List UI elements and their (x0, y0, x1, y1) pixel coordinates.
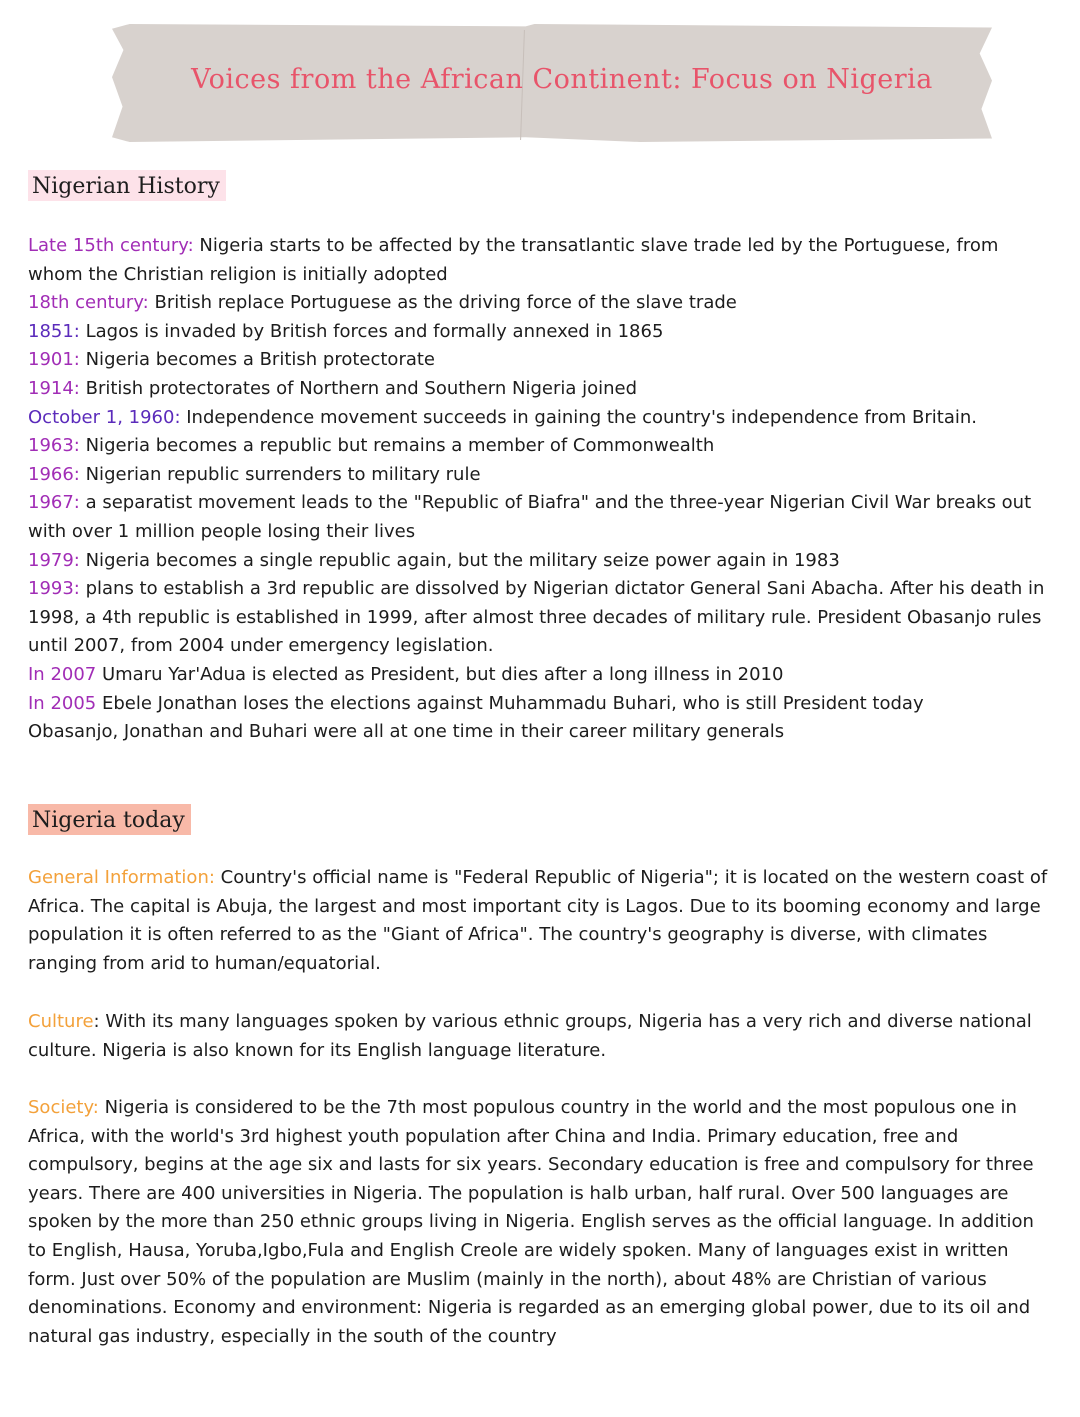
timeline-entry (28, 575, 1048, 661)
heading-nigerian-history: Nigerian History (28, 170, 226, 201)
timeline-entry (28, 690, 1048, 719)
section-label: Culture (28, 1011, 94, 1032)
timeline-entry (28, 232, 1048, 289)
timeline-text: Nigeria becomes a single republic again, but the military seize power again in 1983 (79, 549, 840, 571)
timeline-date: 1851: (28, 320, 80, 342)
timeline-text: Umaru Yar'Adua is elected as President, but dies after a long illness in 2010 (96, 663, 784, 685)
timeline-date: In 2005 (28, 692, 97, 714)
timeline-date: October 1, 1960: (28, 406, 181, 428)
timeline-text: Nigeria becomes a British protectorate (79, 349, 436, 371)
timeline-date: 1966: (28, 463, 80, 485)
timeline-text: Nigeria starts to be affected by the transatlantic slave trade led by the Portuguese, from whom the Christian religion is initially adopted (28, 235, 999, 285)
timeline-date: 18th century: (28, 292, 149, 314)
timeline-entry (28, 432, 1048, 461)
timeline-entry (28, 489, 1048, 546)
timeline-entry (28, 461, 1048, 490)
timeline-date: 1914: (28, 377, 80, 399)
section-text: Country's official name is "Federal Republic of Nigeria"; it is located on the western coast of Africa. The capital is Abuja, the largest and most important city is Lagos. Due to its booming economy and large population it is often referred to as the "Giant of Africa". The country's geography is diverse, with climates ranging from arid to human/equatorial. (28, 867, 1048, 974)
timeline-text: Nigerian republic surrenders to military rule (79, 463, 481, 485)
heading-nigeria-today: Nigeria today (28, 804, 191, 835)
timeline-entry (28, 346, 1048, 375)
history-timeline (28, 232, 1048, 747)
timeline-text: a separatist movement leads to the "Republic of Biafra" and the three-year Nigerian Civil War breaks out with over 1 million people losing their lives (28, 492, 1032, 542)
general-information-paragraph (28, 864, 1050, 978)
timeline-date: 1967: (28, 492, 80, 514)
timeline-entry (28, 547, 1048, 576)
timeline-date: 1963: (28, 435, 80, 457)
timeline-entry (28, 718, 1048, 747)
section-text: Nigeria is considered to be the 7th most populous country in the world and the most populous one in Africa, with the world's 3rd highest youth population after China and India. Primary education, free and compulsory, begins at the age six and lasts for six years. Secondary education is free and compulsory for three years. There are 400 universities in Nigeria. The population is halb urban, half rural. Over 500 languages are spoken by the more than 250 ethnic groups living in Nigeria. English serves as the official language. In addition to English, Hausa, Yoruba,Igbo,Fula and English Creole are widely spoken. Many of languages exist in written form. Just over 50% of the population are Muslim (mainly in the north), about 48% are Christian of various denominations. Economy and environment: Nigeria is regarded as an emerging global power, due to its oil and natural gas industry, especially in the south of the country (28, 1097, 1034, 1347)
timeline-entry (28, 375, 1048, 404)
timeline-entry (28, 404, 1048, 433)
timeline-date: Late 15th century: (28, 235, 194, 256)
section-text: : With its many languages spoken by various ethnic groups, Nigeria has a very rich and diverse national culture. Nigeria is also known for its English language literature. (28, 1011, 1032, 1061)
timeline-date: In 2007 (28, 663, 97, 685)
timeline-text: Ebele Jonathan loses the elections against Muhammadu Buhari, who is still President today (96, 692, 924, 714)
section-label: General Information: (28, 867, 215, 888)
timeline-text: Obasanjo, Jonathan and Buhari were all at one time in their career military generals (28, 721, 785, 743)
timeline-text: plans to establish a 3rd republic are dissolved by Nigerian dictator General Sani Abacha. After his death in 1998, a 4th republic is established in 1999, after almost three decades of military rule. President Obasanjo rules until 2007, from 2004 under emergency legislation. (28, 578, 1045, 657)
timeline-entry (28, 289, 1048, 318)
timeline-text: Independence movement succeeds in gaining the country's independence from Britain. (180, 406, 977, 428)
page-title: Voices from the African Continent: Focus on Nigeria (191, 64, 933, 95)
section-label: Society: (28, 1097, 99, 1118)
timeline-date: 1993: (28, 578, 80, 600)
timeline-text: Lagos is invaded by British forces and formally annexed in 1865 (79, 320, 664, 342)
timeline-text: British protectorates of Northern and Southern Nigeria joined (79, 377, 638, 399)
timeline-entry (28, 318, 1048, 347)
timeline-date: 1979: (28, 549, 80, 571)
timeline-text: Nigeria becomes a republic but remains a member of Commonwealth (79, 435, 715, 457)
timeline-text: British replace Portuguese as the driving force of the slave trade (148, 292, 737, 314)
timeline-entry (28, 661, 1048, 690)
society-paragraph (28, 1094, 1050, 1351)
timeline-date: 1901: (28, 349, 80, 371)
culture-paragraph (28, 1008, 1050, 1065)
